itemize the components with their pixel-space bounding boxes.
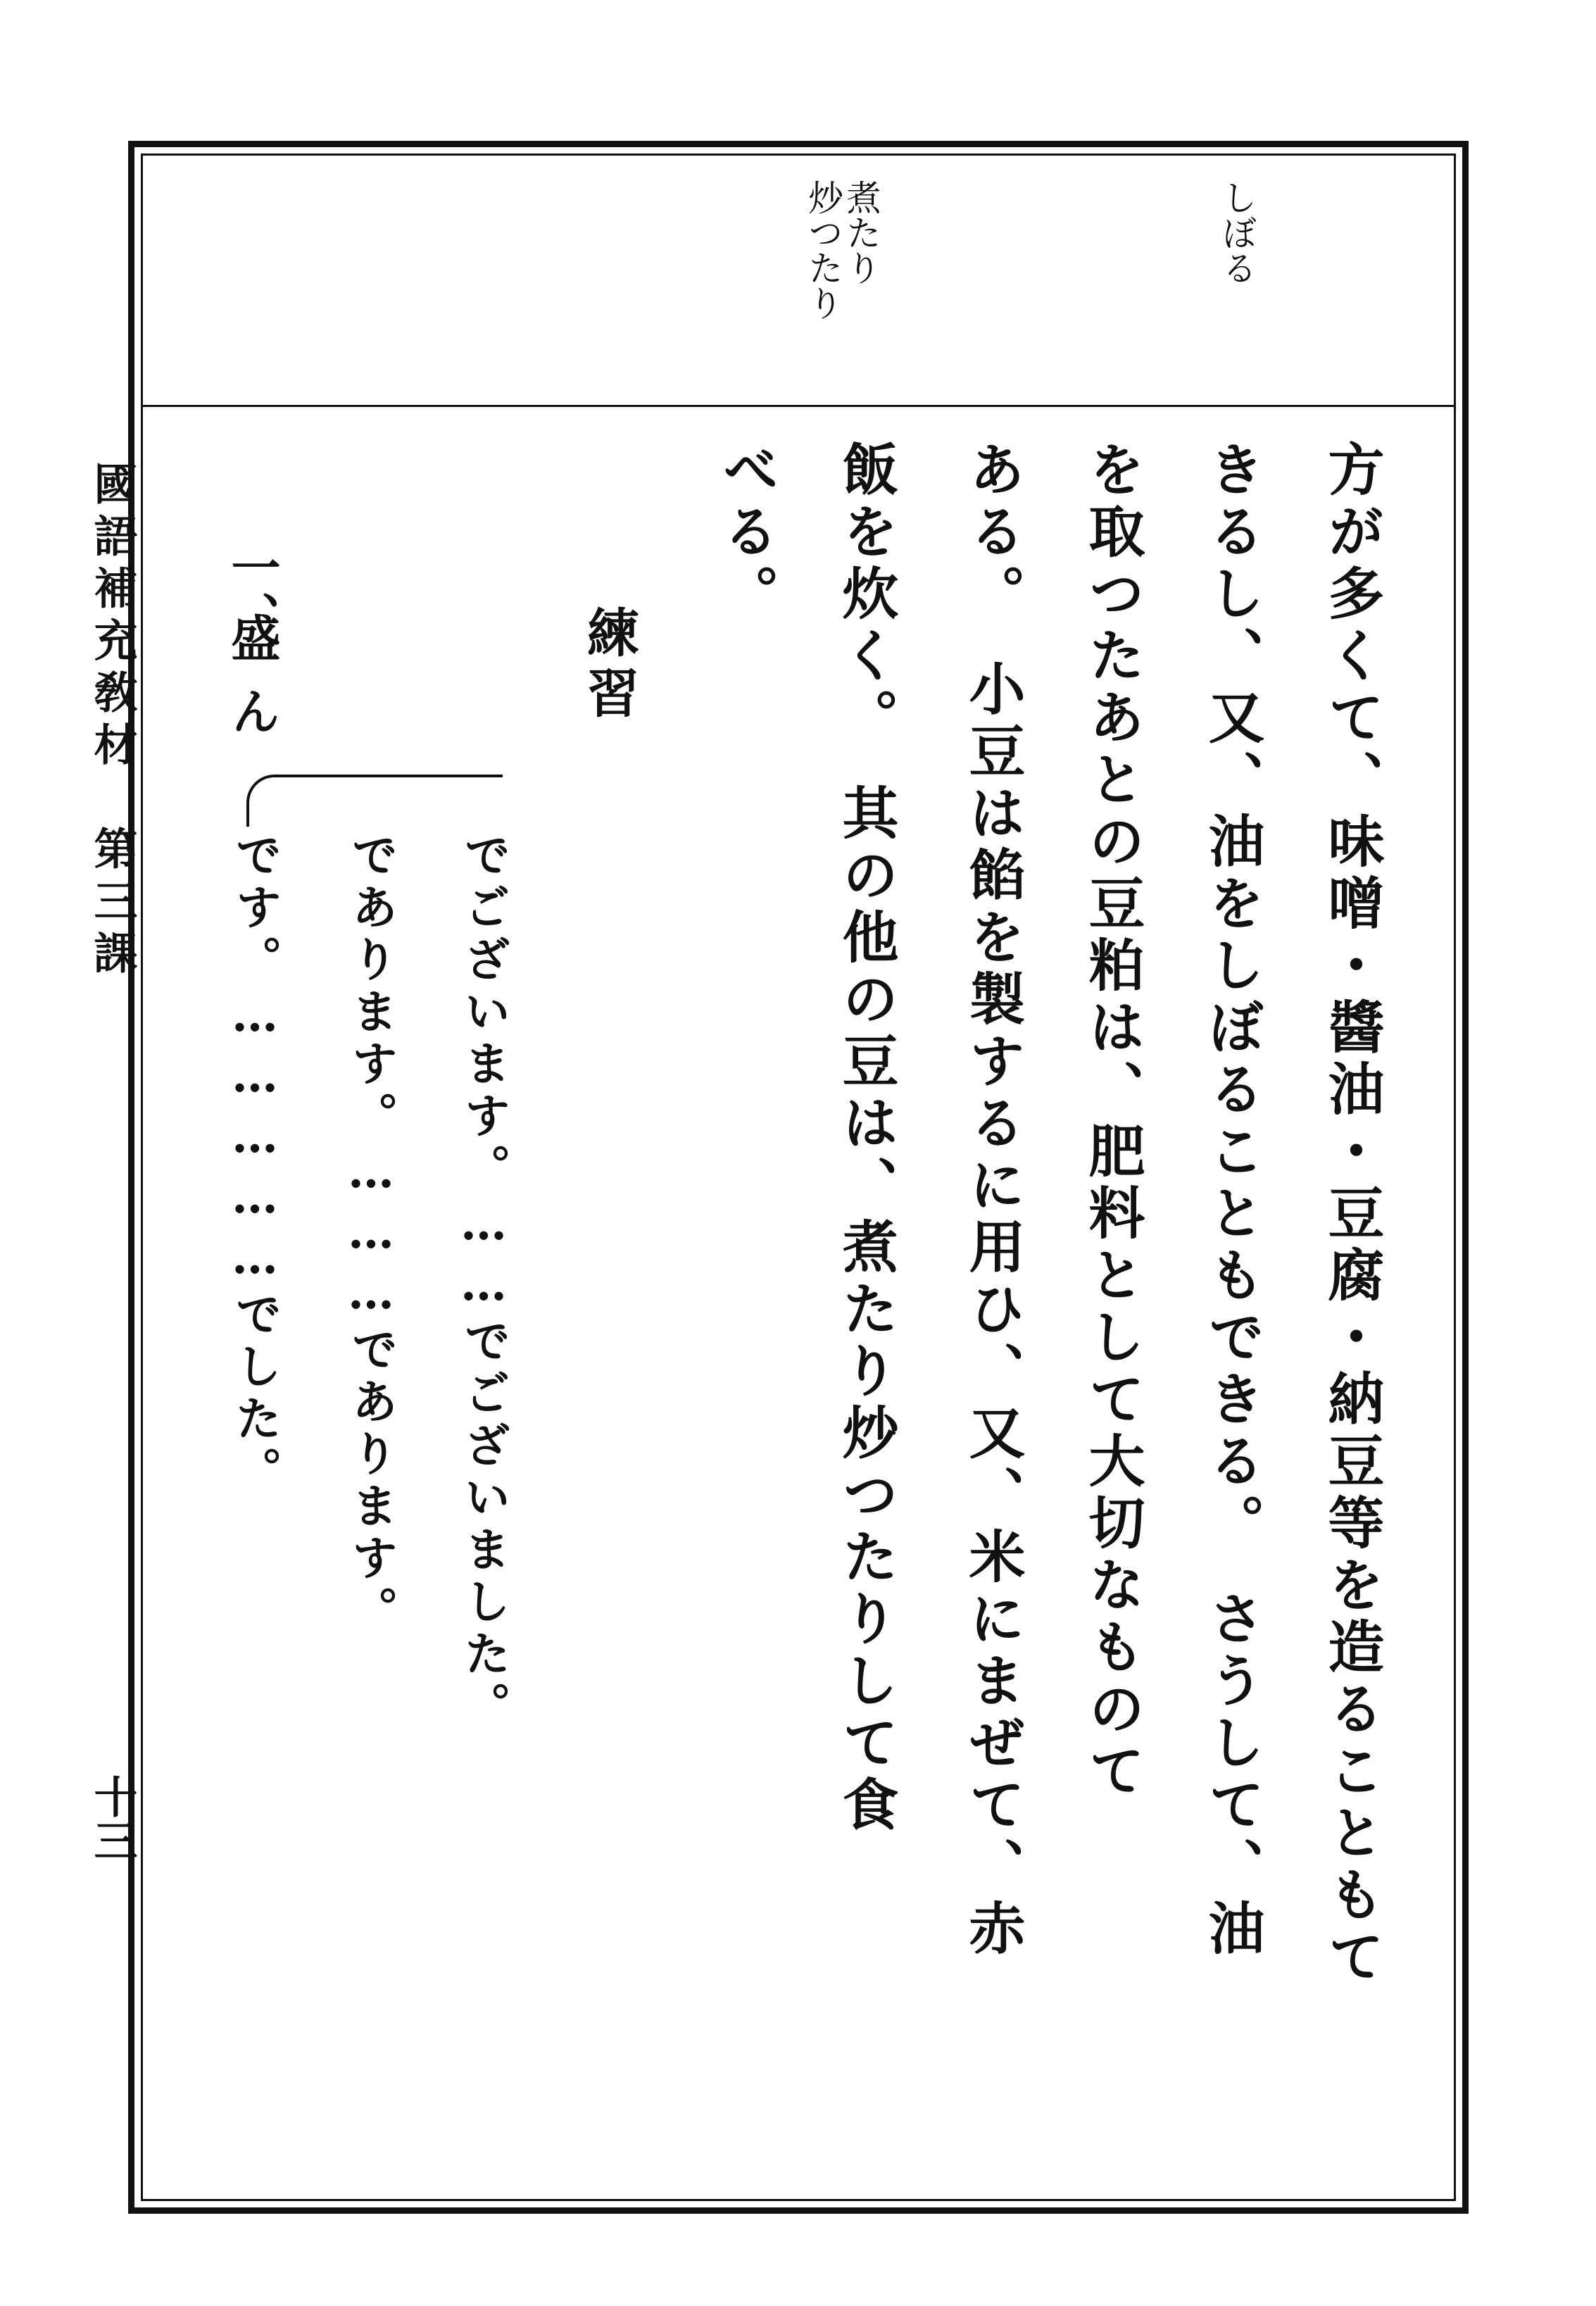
body-column-3: を取つたあとの豆粕は、肥料として大切なものて bbox=[1079, 440, 1145, 1803]
body-column-1: 方が多くて、味噌・醬油・豆腐・納豆等を造ることもて bbox=[1319, 440, 1385, 1989]
header-rule bbox=[141, 405, 1456, 407]
exercise-item-number: 一、 bbox=[223, 542, 282, 641]
exercise-bracket bbox=[246, 775, 503, 827]
exercise-title: 練習 bbox=[579, 606, 639, 727]
exercise-line-1: でございます。……でございました。 bbox=[456, 831, 511, 1734]
body-column-6: べる。 bbox=[713, 440, 779, 626]
margin-title: 國語補充敎材 第三課 bbox=[87, 461, 138, 982]
body-column-5: 飯を炊く。 其の他の豆は、煮たり炒つたりして食 bbox=[833, 440, 899, 1837]
head-note-1: しぼる bbox=[1217, 180, 1257, 285]
exercise-line-3: です。……………でした。 bbox=[227, 831, 282, 1498]
body-column-2: きるし、又、油をしぼることもできる。 さうして、油 bbox=[1199, 440, 1265, 1961]
exercise-line-2: であります。………であります。 bbox=[344, 831, 398, 1638]
exercise-item-word: 盛ん bbox=[223, 613, 282, 759]
head-note-2: 煮たり 炒つたり bbox=[803, 180, 881, 320]
page-number: 十三 bbox=[87, 1774, 138, 1862]
body-column-4: ある。 小豆は餡を製するに用ひ、又、米にまぜて、赤 bbox=[960, 440, 1026, 1961]
